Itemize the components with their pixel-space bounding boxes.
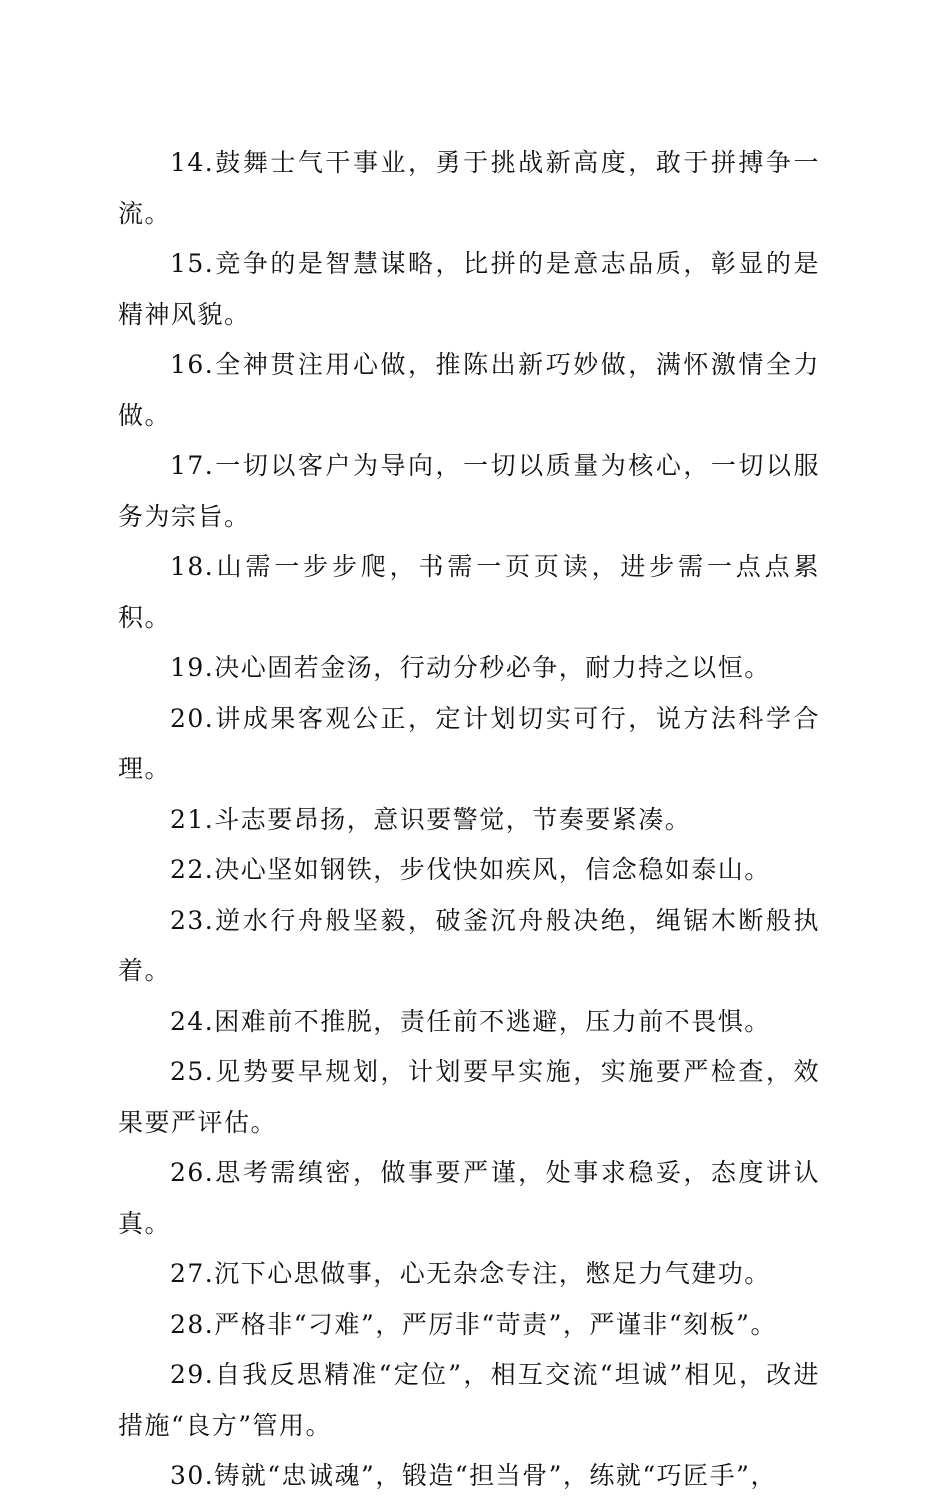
list-item: 26.思考需缜密，做事要严谨，处事求稳妥，态度讲认真。 xyxy=(118,1158,820,1238)
list-item: 28.严格非“刁难”，严厉非“苛责”，严谨非“刻板”。 xyxy=(170,1309,777,1339)
list-item: 24.困难前不推脱，责任前不逃避，压力前不畏惧。 xyxy=(170,1006,771,1036)
list-item: 16.全神贯注用心做，推陈出新巧妙做，满怀激情全力做。 xyxy=(118,350,820,430)
list-item: 29.自我反思精准“定位”，相互交流“坦诚”相见，改进措施“良方”管用。 xyxy=(118,1360,820,1440)
list-item: 14.鼓舞士气干事业，勇于挑战新高度，敢于拼搏争一流。 xyxy=(118,148,820,228)
list-item: 20.讲成果客观公正，定计划切实可行，说方法科学合理。 xyxy=(118,703,820,783)
list-item: 15.竞争的是智慧谋略，比拼的是意志品质，彰显的是精神风貌。 xyxy=(118,249,820,329)
list-item: 25.见势要早规划，计划要早实施，实施要严检查，效果要严评估。 xyxy=(118,1057,820,1137)
slogan-list xyxy=(118,138,820,1502)
list-item: 18.山需一步步爬，书需一页页读，进步需一点点累积。 xyxy=(118,552,820,632)
list-item: 19.决心固若金汤，行动分秒必争，耐力持之以恒。 xyxy=(170,653,771,682)
list-item: 17.一切以客户为导向，一切以质量为核心，一切以服务为宗旨。 xyxy=(118,451,820,531)
list-item: 27.沉下心思做事，心无杂念专注，憋足力气建功。 xyxy=(170,1259,771,1288)
list-item: 30.铸就“忠诚魂”，锻造“担当骨”，练就“巧匠手”， xyxy=(170,1461,777,1490)
list-item: 22.决心坚如钢铁，步伐快如疾风，信念稳如泰山。 xyxy=(170,855,771,884)
list-item: 21.斗志要昂扬，意识要警觉，节奏要紧凑。 xyxy=(170,804,692,834)
list-item: 23.逆水行舟般坚毅，破釜沉舟般决绝，绳锯木断般执着。 xyxy=(118,905,820,985)
